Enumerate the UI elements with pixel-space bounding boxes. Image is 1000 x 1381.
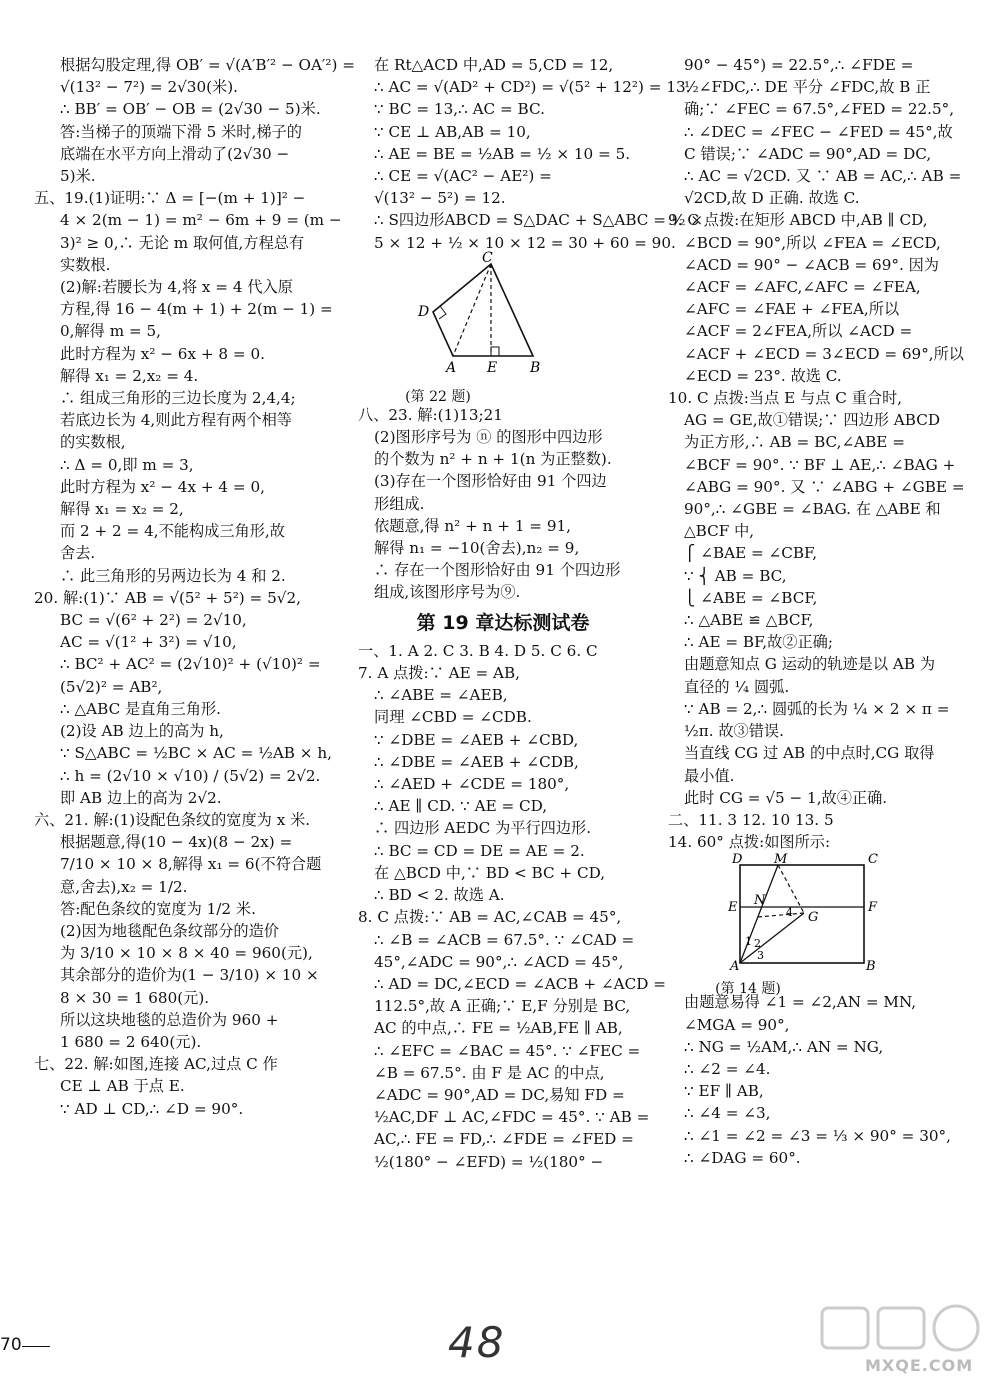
text-line: ∴ BC² + AC² = (2√10)² + (√10)² = (60, 655, 321, 674)
label-f: F (868, 900, 878, 916)
label-c: C (868, 852, 878, 868)
text-line: 112.5°,故 A 正确;∵ E,F 分别是 BC, (374, 997, 631, 1016)
text-line: 5 × 12 + ½ × 10 × 12 = 30 + 60 = 90. (374, 233, 676, 252)
text-line: 底端在水平方向上滑动了(2√30 − (60, 144, 290, 163)
page-number: 48 (448, 1318, 506, 1367)
text-line: ∴ BC = CD = DE = AE = 2. (374, 841, 585, 860)
watermark-text: MXQE.COM (865, 1356, 974, 1375)
text-line: ∴ CE = √(AC² − AE²) = (374, 167, 552, 186)
text-line: ∴ △ABC 是直角三角形. (60, 699, 221, 718)
text-line: ⎧ ∠BAE = ∠CBF, (684, 544, 818, 563)
text-line: 直径的 ¼ 圆弧. (684, 677, 790, 696)
figure-22-caption: (第 22 题) (405, 389, 471, 406)
angle-label-4: 4 (786, 906, 793, 920)
text-line: (3)存在一个图形恰好由 91 个四边 (374, 472, 607, 491)
text-line: ∠ECD = 23°. 故选 C. (684, 366, 842, 385)
text-line: ∠ACF = ∠AFC,∠AFC = ∠FEA, (684, 278, 921, 297)
angle-label-2: 2 (754, 937, 761, 951)
column-right (668, 54, 968, 1169)
label-n: N (754, 893, 766, 909)
text-line: ∠ADC = 90°,AD = DC,易知 FD = (374, 1085, 625, 1104)
text-line: (5√2)² = AB², (60, 677, 163, 696)
text-line: ½(180° − ∠EFD) = ½(180° − (374, 1152, 604, 1171)
text-line: 5)米. (60, 167, 96, 186)
figure-22 (358, 249, 648, 406)
text-line: 9. C 点拨:在矩形 ABCD 中,AB ∥ CD, (668, 211, 928, 230)
text-line: (2)解:若腰长为 4,将 x = 4 代入原 (60, 278, 293, 297)
column-left (34, 54, 355, 1120)
text-line: ∵ ∠DBE = ∠AEB + ∠CBD, (374, 730, 579, 749)
right-angle-d (439, 306, 446, 319)
text-line: ∴ AC = √2CD. 又 ∵ AB = AC,∴ AB = (684, 167, 962, 186)
text-line: ∴ ∠2 = ∠4. (684, 1059, 771, 1078)
text-line: ∴ ∠DEC = ∠FEC − ∠FED = 45°,故 (684, 122, 953, 141)
text-line: ∵ S△ABC = ½BC × AC = ½AB × h, (60, 744, 332, 763)
text-line: ∴ h = (2√10 × √10) / (5√2) = 2√2. (60, 766, 321, 785)
solution-22-continued (358, 54, 704, 254)
text-line: ∴ S四边形ABCD = S△DAC + S△ABC = ½ × (374, 211, 704, 230)
label-b: B (866, 959, 876, 975)
text-line: 方程,得 16 − 4(m + 1) + 2(m − 1) = (60, 300, 333, 319)
text-line: 形组成. (374, 494, 425, 513)
text-line: 解得 x₁ = x₂ = 2, (60, 500, 184, 519)
text-line: ∠ACF = 2∠FEA,所以 ∠ACD = (684, 322, 913, 341)
text-line: ∴ Δ = 0,即 m = 3, (60, 455, 194, 474)
figure-14 (668, 852, 968, 997)
text-line: 同理 ∠CBD = ∠CDB. (374, 708, 532, 727)
text-line: ∴ AE = BF,故②正确; (684, 633, 833, 652)
test-answers (358, 640, 666, 1173)
text-line: ∴ 此三角形的另两边长为 4 和 2. (60, 566, 286, 585)
text-line: C 错误;∵ ∠ADC = 90°,AD = DC, (684, 144, 932, 163)
label-e: E (728, 900, 738, 916)
text-line: ∵ BC = 13,∴ AC = BC. (374, 100, 545, 119)
text-line: ∠ACD = 90° − ∠ACB = 69°. 因为 (684, 255, 939, 274)
text-line: 14. 60° 点拨:如图所示: (668, 833, 831, 852)
text-line: ∴ AE = BE = ½AB = ½ × 10 = 5. (374, 144, 631, 163)
label-a: A (446, 359, 457, 376)
text-line: 90° − 45°) = 22.5°,∴ ∠FDE = (684, 56, 914, 74)
text-line: ∴ AE ∥ CD. ∵ AE = CD, (374, 797, 548, 816)
solution-23 (358, 404, 648, 604)
text-line: 在 △BCD 中,∵ BD < BC + CD, (374, 863, 606, 882)
text-line: 五、19.(1)证明:∵ Δ = [−(m + 1)]² − (34, 189, 306, 208)
text-line: 二、11. 3 12. 10 13. 5 (668, 810, 834, 829)
text-line: 7/10 × 10 × 8,解得 x₁ = 6(不符合题 (60, 855, 322, 874)
text-line: (2)图形序号为 ⓝ 的图形中四边形 (374, 428, 603, 447)
text-line: ∴ △ABE ≌ △BCF, (684, 611, 814, 630)
text-line: 其余部分的造价为(1 − 3/10) × 10 × (60, 966, 319, 985)
text-line: 4 × 2(m − 1) = m² − 6m + 9 = (m − (60, 211, 342, 230)
text-line: ∴ ∠EFC = ∠BAC = 45°. ∵ ∠FEC = (374, 1041, 641, 1060)
figure-14-diagram (668, 852, 968, 975)
text-line: 实数根. (60, 255, 111, 274)
text-line: 7. A 点拨:∵ AE = AB, (358, 664, 521, 683)
text-line: ∴ ∠4 = ∠3, (684, 1104, 771, 1123)
label-b: B (530, 359, 541, 376)
text-line: 45°,∠ADC = 90°,∴ ∠ACD = 45°, (374, 952, 624, 971)
text-line: △BCF 中, (684, 522, 755, 541)
text-line: 的个数为 n² + n + 1(n 为正整数). (374, 450, 612, 469)
angle-label-3: 3 (757, 949, 764, 963)
corner-page-number: 70 (0, 1335, 22, 1355)
answers-continued (668, 54, 968, 853)
text-line: ∴ ∠AED + ∠CDE = 180°, (374, 775, 570, 794)
text-line: 最小值. (684, 766, 735, 785)
text-line: 一、1. A 2. C 3. B 4. D 5. C 6. C (358, 641, 598, 660)
text-line: √(13² − 7²) = 2√30(米). (60, 78, 238, 97)
text-line: (2)设 AB 边上的高为 h, (60, 722, 224, 741)
quadrilateral-abcd (433, 264, 533, 356)
text-line: ∴ AC = √(AD² + CD²) = √(5² + 12²) = 13. (374, 78, 691, 97)
text-line: 8. C 点拨:∵ AB = AC,∠CAB = 45°, (358, 908, 622, 927)
text-line: ½∠FDC,∴ DE 平分 ∠FDC,故 B 正 (684, 78, 931, 97)
text-line: CE ⊥ AB 于点 E. (60, 1077, 185, 1096)
text-line: 即 AB 边上的高为 2√2. (60, 788, 222, 807)
text-line: ∠BCD = 90°,所以 ∠FEA = ∠ECD, (684, 233, 941, 252)
text-line: ∴ BB′ = OB′ − OB = (2√30 − 5)米. (60, 100, 321, 119)
text-line: 当直线 CG 过 AB 的中点时,CG 取得 (684, 744, 935, 763)
text-line: 由题意易得 ∠1 = ∠2,AN = MN, (684, 993, 917, 1012)
segment-ng (758, 913, 804, 917)
column-middle (358, 54, 704, 1173)
text-line: (2)因为地毯配色条纹部分的造价 (60, 921, 279, 940)
text-line: √(13² − 5²) = 12. (374, 189, 506, 208)
text-line: 由题意知点 G 运动的轨迹是以 AB 为 (684, 655, 936, 674)
text-line: ∴ BD < 2. 故选 A. (374, 886, 505, 905)
text-line: 此时方程为 x² − 6x + 8 = 0. (60, 344, 265, 363)
text-line: ∵ AD ⊥ CD,∴ ∠D = 90°. (60, 1099, 244, 1118)
text-line: 90°,∴ ∠GBE = ∠BAG. 在 △ABE 和 (684, 500, 941, 519)
text-line: ∠B = 67.5°. 由 F 是 AC 的中点, (374, 1063, 605, 1082)
text-line: ½AC,DF ⊥ AC,∠FDC = 45°. ∵ AB = (374, 1108, 650, 1127)
text-line: 根据勾股定理,得 OB′ = √(A′B′² − OA′²) = (60, 56, 355, 74)
text-line: 若底边长为 4,则此方程有两个相等 (60, 411, 292, 430)
text-line: 此时方程为 x² − 4x + 4 = 0, (60, 477, 265, 496)
corner-rule (22, 1346, 50, 1347)
text-line: √2CD,故 D 正确. 故选 C. (684, 189, 860, 208)
text-line: ∵ EF ∥ AB, (684, 1082, 764, 1101)
text-line: ∠ACF + ∠ECD = 3∠ECD = 69°,所以 (684, 344, 964, 363)
text-line: 七、22. 解:如图,连接 AC,过点 C 作 (34, 1055, 278, 1074)
label-a: A (730, 959, 740, 975)
text-line: ⎩ ∠ABE = ∠BCF, (684, 588, 818, 607)
text-line: 1 680 = 2 640(元). (60, 1032, 202, 1051)
segment-ac (453, 264, 491, 356)
text-line: AC,∴ FE = FD,∴ ∠FDE = ∠FED = (374, 1130, 634, 1149)
text-line: 在 Rt△ACD 中,AD = 5,CD = 12, (374, 56, 614, 74)
text-line: 根据题意,得(10 − 4x)(8 − 2x) = (60, 833, 293, 852)
text-line: 舍去. (60, 544, 96, 563)
text-line: ∵ AB = 2,∴ 圆弧的长为 ¼ × 2 × π = (684, 699, 950, 718)
text-line: ∴ ∠DAG = 60°. (684, 1148, 801, 1167)
text-line: 为 3/10 × 10 × 8 × 40 = 960(元), (60, 944, 313, 963)
text-line: ∠MGA = 90°, (684, 1015, 790, 1034)
text-line: ∴ 四边形 AEDC 为平行四边形. (374, 819, 592, 838)
text-line: 10. C 点拨:当点 E 与点 C 重合时, (668, 389, 903, 408)
text-line: 解得 x₁ = 2,x₂ = 4. (60, 366, 199, 385)
text-line: 此时 CG = √5 − 1,故④正确. (684, 788, 888, 807)
text-line: ∠AFC = ∠FAE + ∠FEA,所以 (684, 300, 900, 319)
text-line: BC = √(6² + 2²) = 2√10, (60, 611, 247, 630)
text-line: 答:配色条纹的宽度为 1/2 米. (60, 899, 256, 918)
solution-14 (668, 991, 968, 1169)
text-line: ∴ AD = DC,∠ECD = ∠ACB + ∠ACD = (374, 974, 666, 993)
figure-22-diagram (358, 249, 648, 380)
text-line: 答:当梯子的顶端下滑 5 米时,梯子的 (60, 122, 302, 141)
label-g: G (808, 910, 819, 926)
text-line: 组成,该图形序号为⑨. (374, 583, 521, 602)
text-line: 0,解得 m = 5, (60, 322, 161, 341)
right-angle-e (491, 347, 499, 356)
text-line: ∴ ∠ABE = ∠AEB, (374, 686, 508, 705)
section-heading: 第 19 章达标测试卷 (416, 611, 590, 634)
text-line: ∴ 组成三角形的三边长度为 2,4,4; (60, 389, 296, 408)
text-line: ∵ CE ⊥ AB,AB = 10, (374, 122, 531, 141)
text-line: ∴ NG = ½AM,∴ AN = NG, (684, 1037, 884, 1056)
text-line: ∴ ∠B = ∠ACB = 67.5°. ∵ ∠CAD = (374, 930, 635, 949)
text-line: 解得 n₁ = −10(舍去),n₂ = 9, (374, 539, 580, 558)
text-line: 为正方形,∴ AB = BC,∠ABE = (684, 433, 905, 452)
text-line: 确;∵ ∠FEC = 67.5°,∠FED = 22.5°, (684, 100, 955, 119)
label-c: C (482, 249, 493, 266)
label-m: M (774, 852, 788, 868)
text-line: 所以这块地毯的总造价为 960 + (60, 1010, 279, 1029)
text-line: ∠BCF = 90°. ∵ BF ⊥ AE,∴ ∠BAG + (684, 455, 956, 474)
text-line: 的实数根, (60, 433, 126, 452)
text-line: 六、21. 解:(1)设配色条纹的宽度为 x 米. (34, 810, 311, 829)
text-line: AC 的中点,∴ FE = ½AB,FE ∥ AB, (374, 1019, 623, 1038)
text-line: AG = GE,故①错误;∵ 四边形 ABCD (684, 411, 941, 430)
text-line: ∠ABG = 90°. 又 ∵ ∠ABG + ∠GBE = (684, 477, 965, 496)
text-line: 八、23. 解:(1)13;21 (358, 405, 503, 424)
label-e: E (487, 359, 498, 376)
text-line: 20. 解:(1)∵ AB = √(5² + 5²) = 5√2, (34, 588, 301, 607)
angle-label-1: 1 (745, 935, 752, 949)
text-line: ½π. 故③错误. (684, 722, 784, 741)
text-line: 3)² ≥ 0,∴ 无论 m 取何值,方程总有 (60, 233, 305, 252)
text-line: 依题意,得 n² + n + 1 = 91, (374, 516, 572, 535)
label-d: D (732, 852, 743, 868)
text-line: ∴ ∠1 = ∠2 = ∠3 = ⅓ × 90° = 30°, (684, 1126, 951, 1145)
label-d: D (418, 303, 430, 320)
text-line: ∴ 存在一个图形恰好由 91 个四边形 (374, 561, 621, 580)
figure-14-caption: (第 14 题) (715, 980, 781, 997)
text-line: 意,舍去),x₂ = 1/2. (60, 877, 188, 896)
text-line: 8 × 30 = 1 680(元). (60, 988, 210, 1007)
text-line: ∵ ⎨ AB = BC, (684, 566, 787, 585)
text-line: 而 2 + 2 = 4,不能构成三角形,故 (60, 522, 285, 541)
text-line: ∴ ∠DBE = ∠AEB + ∠CDB, (374, 752, 579, 771)
text-line: AC = √(1² + 3²) = √10, (60, 633, 237, 652)
